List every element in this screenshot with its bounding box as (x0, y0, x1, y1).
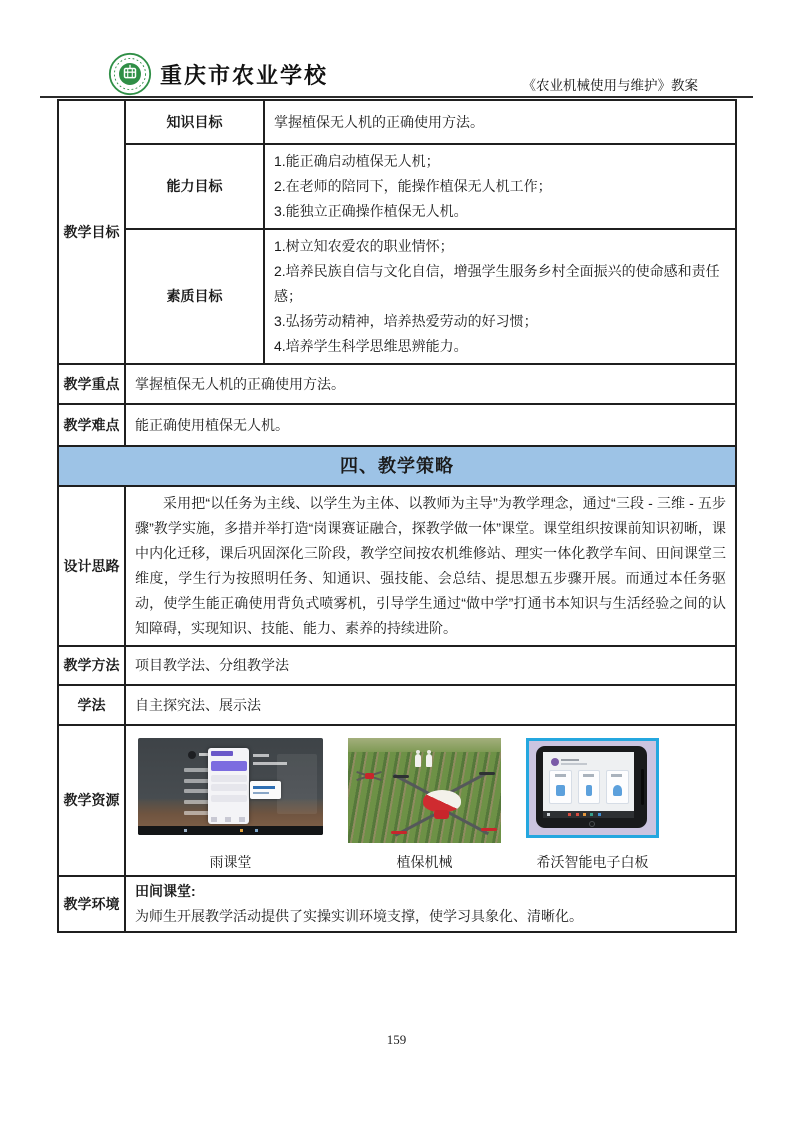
tablet-body (536, 746, 647, 828)
key-points-label: 教学重点 (58, 364, 125, 404)
panel-footer-icons (211, 817, 247, 822)
row-section-banner (58, 446, 736, 486)
taskbar-icon (576, 813, 579, 816)
panel-item (211, 784, 247, 791)
design-idea-cell (125, 486, 736, 646)
avatar-name-bar (561, 759, 579, 761)
row-difficult-points (58, 404, 736, 446)
whiteboard-image (526, 738, 659, 838)
page-number: 159 (386, 1032, 407, 1047)
goal-item: 4.培养学生科学思维思辨能力。 (274, 338, 468, 354)
drone-image (348, 738, 501, 843)
panel-item (211, 795, 247, 802)
rotor (481, 828, 497, 831)
taskbar-icon (598, 813, 601, 816)
teaching-resources-cell (125, 725, 736, 876)
taskbar-icon (568, 813, 571, 816)
taskbar-dot (184, 829, 187, 832)
goal-item: 1.能正确启动植保无人机； (274, 153, 440, 169)
qr-card (250, 781, 281, 799)
learning-methods-content: 自主探究法、展示法 (125, 685, 736, 725)
design-idea-label: 设计思路 (58, 486, 125, 646)
field-horizon (348, 738, 501, 752)
taskbar-icon (583, 813, 586, 816)
rotor (391, 831, 407, 834)
row-knowledge-goal (58, 100, 736, 144)
taskbar-icon (590, 813, 593, 816)
taskbar-dot (255, 829, 258, 832)
drone-imgbox (348, 738, 501, 844)
row-learning-methods (58, 685, 736, 725)
school-logo-icon (108, 52, 152, 96)
rain-panel (208, 748, 249, 825)
row-design-idea (58, 486, 736, 646)
avatar (551, 758, 559, 766)
drone-body (365, 773, 374, 779)
page-footer (0, 1032, 793, 1048)
goal-item: 3.能独立正确操作植保无人机。 (274, 203, 468, 219)
difficult-points-label: 教学难点 (58, 404, 125, 446)
taskbar-icon (547, 813, 550, 816)
person-figure (426, 754, 432, 767)
doc-title: 《农业机械使用与维护》教案 (522, 78, 698, 93)
large-drone (391, 776, 491, 836)
whiteboard-imgbox (526, 738, 659, 844)
goals-label-cell: 教学目标 (58, 100, 125, 364)
teaching-environment-cell (125, 876, 736, 932)
row-ability-goal (58, 144, 736, 229)
school-brand (108, 52, 328, 96)
person-figure (415, 754, 421, 767)
home-button (589, 821, 595, 827)
learning-methods-label: 学法 (58, 685, 125, 725)
app-card (606, 770, 629, 804)
avatar-sub-bar (561, 763, 587, 765)
row-key-points (58, 364, 736, 404)
rotor (479, 772, 495, 775)
avatar (188, 751, 196, 759)
tablet-screen (543, 752, 634, 818)
bag-icon (613, 785, 622, 795)
difficult-points-content: 能正确使用植保无人机。 (125, 404, 736, 446)
row-teaching-resources (58, 725, 736, 876)
ability-goal-content (264, 144, 736, 229)
small-drone (356, 770, 382, 782)
taskbar (543, 811, 634, 818)
row-teaching-environment (58, 876, 736, 932)
bottle-icon (586, 785, 591, 795)
drone-body (423, 790, 461, 812)
resource-caption: 植保机械 (396, 854, 453, 870)
app-card (578, 770, 601, 804)
teaching-resources-label: 教学资源 (58, 725, 125, 876)
resource-caption: 希沃智能电子白板 (536, 854, 649, 870)
resource-rain-classroom (138, 738, 323, 875)
page-header (40, 52, 753, 98)
environment-title: 田间课堂: (135, 883, 196, 899)
rain-classroom-image (138, 738, 323, 835)
text-bar (253, 762, 287, 765)
drone-tank (434, 810, 449, 819)
resource-caption: 雨课堂 (209, 854, 252, 870)
goal-item: 3.弘扬劳动精神，培养热爱劳动的好习惯； (274, 313, 538, 329)
resources-figures (126, 726, 735, 875)
resource-drone (348, 738, 501, 875)
card-line (253, 786, 275, 789)
teaching-environment-label: 教学环境 (58, 876, 125, 932)
app-card (549, 770, 572, 804)
tablet-pen (641, 769, 644, 805)
knowledge-goal-label: 知识目标 (125, 100, 264, 144)
card-title-bar (583, 774, 594, 777)
rotor (393, 775, 409, 778)
book-icon (556, 785, 565, 795)
taskbar-dot (240, 829, 243, 832)
row-teaching-methods (58, 646, 736, 685)
teaching-methods-content: 项目教学法、分组教学法 (125, 646, 736, 685)
goal-item: 2.培养民族自信与文化自信，增强学生服务乡村全面振兴的使命感和责任感； (274, 263, 720, 304)
design-idea-paragraph: 采用把“以任务为主线、以学生为主体、以教师为主导”为教学理念，通过“三段 - 三维 - 五步骤”教学实施，多措并举打造“岗课赛证融合，探教学做一体”课堂。课堂组织按课前知识初晰，课中内化迁移，课后巩固深化三阶段，教学空间按农机维修站、理实一体化教学车间、田间课堂三维度，学生行为按照明任务、知通识、强技能、会总结、提思想五步骤开展。而通过本任务驱动，使学生能正确使用背负式喷雾机，引导学生通过“做中学”打通书本知识与生活经验之间的认知障碍，实现知识、技能、能力、素养的持续进阶。 (135, 495, 726, 636)
row-quality-goal (58, 229, 736, 364)
ability-goal-label: 能力目标 (125, 144, 264, 229)
section-title: 四、教学策略 (58, 446, 736, 486)
quality-goal-label: 素质目标 (125, 229, 264, 364)
goal-item: 2.在老师的陪同下，能操作植保无人机工作； (274, 178, 552, 194)
card-title-bar (611, 774, 622, 777)
knowledge-goal-content: 掌握植保无人机的正确使用方法。 (264, 100, 736, 144)
key-points-content: 掌握植保无人机的正确使用方法。 (125, 364, 736, 404)
panel-header (211, 751, 233, 756)
panel-active-item (211, 761, 247, 770)
goal-item: 1.树立知农爱农的职业情怀； (274, 238, 454, 254)
school-name: 重庆市农业学校 (160, 62, 329, 88)
text-bar (253, 754, 269, 757)
card-title-bar (555, 774, 566, 777)
panel-item (211, 775, 247, 782)
quality-goal-content (264, 229, 736, 364)
resource-whiteboard (526, 738, 659, 875)
environment-content: 为师生开展教学活动提供了实操实训环境支撑，使学习具象化、清晰化。 (135, 908, 583, 924)
teaching-methods-label: 教学方法 (58, 646, 125, 685)
lesson-plan-table (57, 99, 737, 933)
rain-classroom-imgbox (138, 738, 323, 844)
bottom-taskbar (138, 826, 323, 835)
card-line (253, 792, 269, 794)
